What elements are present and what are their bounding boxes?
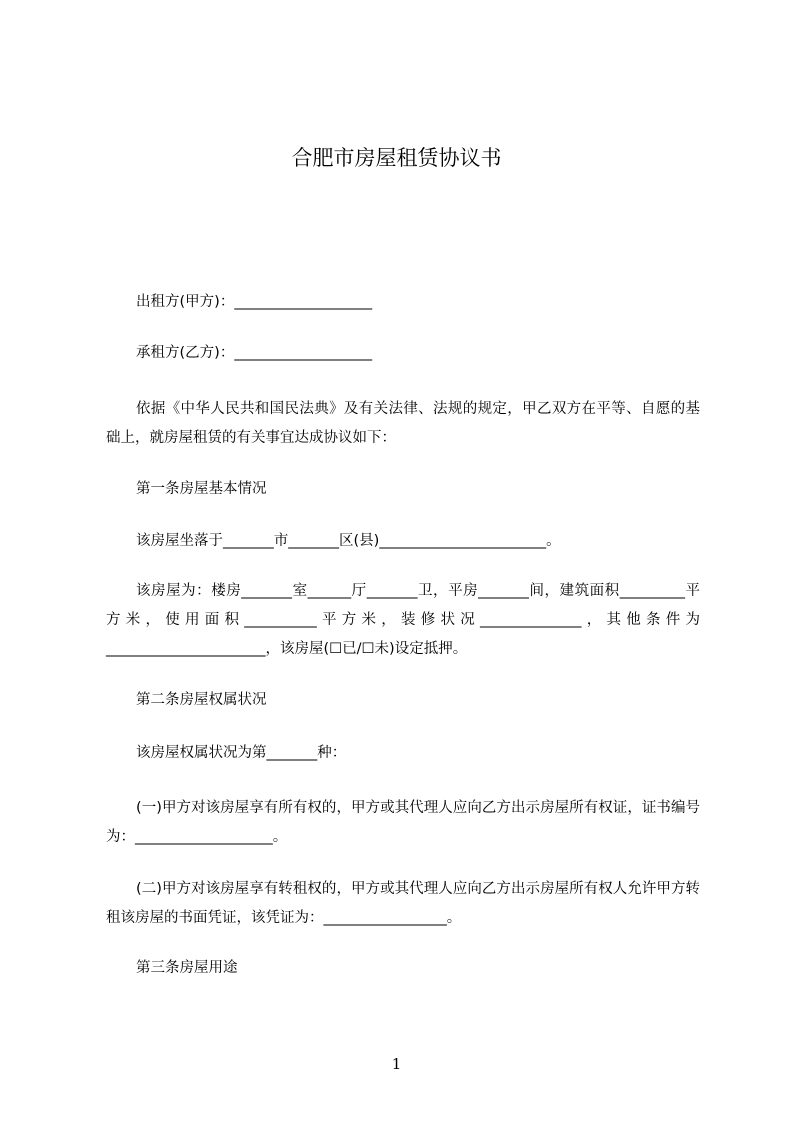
article2-item1: (一)甲方对该房屋享有所有权的，甲方或其代理人应向乙方出示房屋所有权证，证书编号为：___________________。 <box>106 800 700 845</box>
preamble-paragraph: 依据《中华人民共和国民法典》及有关法律、法规的规定，甲乙双方在平等、自愿的基础上，就房屋租赁的有关事宜达成协议如下： <box>106 401 700 446</box>
article1-location: 该房屋坐落于_______市_______区(县)_______________________。 <box>136 533 561 549</box>
article2-heading: 第二条房屋权属状况 <box>136 692 267 708</box>
article2-status: 该房屋权属状况为第_______种： <box>136 745 347 761</box>
article3-heading: 第三条房屋用途 <box>136 960 238 976</box>
lessee-line: 承租方(乙方)：___________________ <box>136 345 373 361</box>
page-number: 1 <box>391 1055 402 1073</box>
document-title: 合肥市房屋租赁协议书 <box>291 146 502 170</box>
lessor-line: 出租方(甲方)：___________________ <box>136 294 373 310</box>
article1-heading: 第一条房屋基本情况 <box>136 481 267 497</box>
article1-details: 该房屋为：楼房_______室______厅_______卫，平房_______间，建筑面积_________平方米，使用面积__________平方米，装修状况______________，其他条件为______________________，该房屋(☐已/☐未)设定抵押。 <box>106 583 700 657</box>
article2-item2: (二)甲方对该房屋享有转租权的，甲方或其代理人应向乙方出示房屋所有权人允许甲方转租该房屋的书面凭证，该凭证为：_________________。 <box>106 881 700 926</box>
